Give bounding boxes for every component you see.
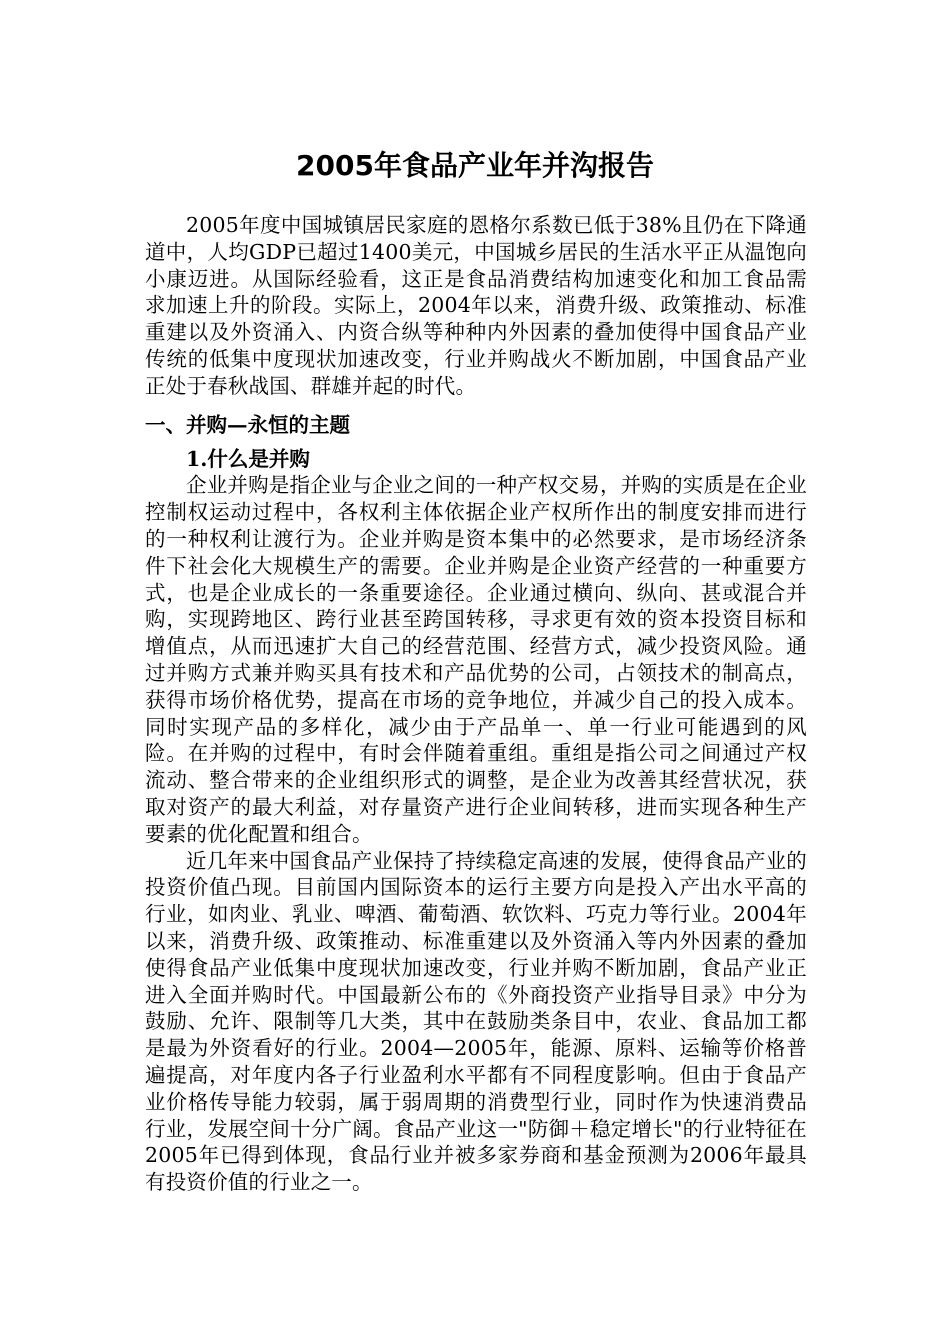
subsection-heading: 1.什么是并购 <box>186 446 310 471</box>
document-body <box>145 212 807 1196</box>
body-paragraph-1: 企业并购是指企业与企业之间的一种产权交易，并购的实质是在企业控制权运动过程中，各权利主体依据企业产权所作出的制度安排而进行的一种权利让渡行为。企业并购是资本集中的必然要求，是市场经济条件下社会化大规模生产的需要。企业并购是企业资产经营的一种重要方式，也是企业成长的一条重要途径。企业通过横向、纵向、甚或混合并购，实现跨地区、跨行业甚至跨国转移，寻求更有效的资本投资目标和增值点，从而迅速扩大自己的经营范围、经营方式，减少投资风险。通过并购方式兼并购买具有技术和产品优势的公司，占领技术的制高点，获得市场价格优势，提高在市场的竞争地位，并减少自己的投入成本。同时实现产品的多样化，减少由于产品单一、单一行业可能遇到的风险。在并购的过程中，有时会伴随着重组。重组是指公司之间通过产权流动、整合带来的企业组织形式的调整，是企业为改善其经营状况，获取对资产的最大利益，对存量资产进行企业间转移，进而实现各种生产要素的优化配置和组合。 <box>145 473 807 846</box>
section-heading: 一、并购—永恒的主题 <box>145 412 350 437</box>
document-title: 2005年食品产业年并沟报告 <box>296 149 654 182</box>
intro-paragraph: 2005年度中国城镇居民家庭的恩格尔系数已低于38%且仍在下降通道中，人均GDP已超过1400美元，中国城乡居民的生活水平正从温饱向小康迈进。从国际经验看，这正是食品消费结构加速变化和加工食品需求加速上升的阶段。实际上，2004年以来，消费升级、政策推动、标准重建以及外资涌入、内资合纵等种种内外因素的叠加使得中国食品产业传统的低集中度现状加速改变，行业并购战火不断加剧，中国食品产业正处于春秋战国、群雄并起的时代。 <box>145 213 807 398</box>
body-paragraph-2: 近几年来中国食品产业保持了持续稳定高速的发展，使得食品产业的投资价值凸现。目前国内国际资本的运行主要方向是投入产出水平高的行业，如肉业、乳业、啤酒、葡萄酒、软饮料、巧克力等行业。2004年以来，消费升级、政策推动、标准重建以及外资涌入等内外因素的叠加使得食品产业低集中度现状加速改变，行业并购不断加剧，食品产业正进入全面并购时代。中国最新公布的《外商投资产业指导目录》中分为鼓励、允许、限制等几大类，其中在鼓励类条目中，农业、食品加工都是最为外资看好的行业。2004—2005年，能源、原料、运输等价格普遍提高，对年度内各子行业盈利水平都有不同程度影响。但由于食品产业价格传导能力较弱，属于弱周期的消费型行业，同时作为快速消费品行业，发展空间十分广阔。食品产业这一"防御＋稳定增长"的行业特征在2005年已得到体现，食品行业并被多家券商和基金预测为2006年最具有投资价值的行业之一。 <box>145 848 807 1195</box>
